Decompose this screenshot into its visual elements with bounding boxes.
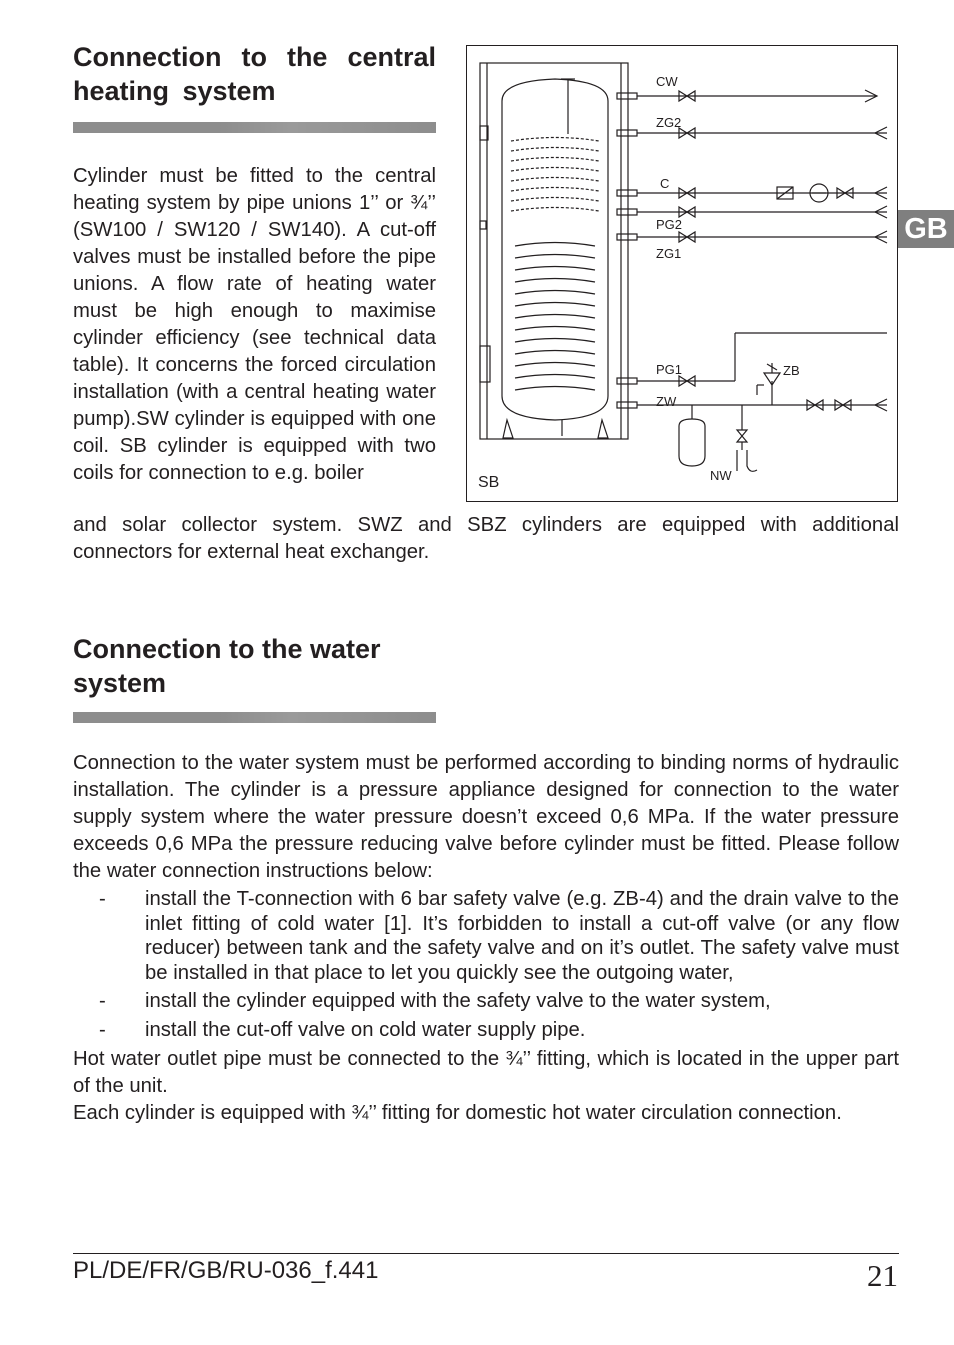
list-item xyxy=(73,887,899,985)
label-zg1: ZG1 xyxy=(656,246,682,261)
lower-coil xyxy=(515,243,595,391)
water-section-body xyxy=(73,750,899,1127)
list-item-text: install the cylinder equipped with the safety valve to the water system, xyxy=(145,990,771,1012)
list-item xyxy=(73,1018,899,1043)
heading-underline-bar xyxy=(73,122,436,133)
document-code: PL/DE/FR/GB/RU-036_f.441 xyxy=(73,1257,379,1284)
label-pg1: PG1 xyxy=(656,362,683,377)
page-number: 21 xyxy=(867,1258,898,1293)
label-c: C xyxy=(660,176,670,191)
upper-coil xyxy=(511,138,599,212)
section-heading-water: Connection to the water system xyxy=(73,634,381,698)
list-item-text: install the cut-off valve on cold water supply pipe. xyxy=(145,1018,586,1041)
heating-paragraph-continued: and solar collector system. SWZ and SBZ cylinders are equipped with additional xyxy=(73,514,899,536)
instruction-list xyxy=(73,887,899,1042)
cylinder-connection-diagram xyxy=(466,45,898,502)
bullet-dash: - xyxy=(99,888,106,910)
heating-paragraph-continued-end: connectors for external heat exchanger. xyxy=(73,541,430,563)
language-tab-gb: GB xyxy=(898,210,954,248)
water-intro-paragraph: Connection to the water system must be performed according to binding norms of hydraulic installation. The cylinder is a pressure appliance designed for connection to the water supply system where the water pressure doesn’t exceed 0,6 MPa. If the water pressure exceeds 0,6 MPa the pressure reducing valve before cylinder must be fitted. Please follow the water connection instructions below: xyxy=(73,752,899,882)
bullet-dash: - xyxy=(99,990,106,1012)
label-zb: ZB xyxy=(783,363,800,378)
footer-divider xyxy=(73,1253,899,1254)
label-nw: NW xyxy=(710,468,732,483)
label-pg2: PG2 xyxy=(656,217,683,232)
list-item-text: install the T-connection with 6 bar safety valve (e.g. ZB-4) and the drain valve to the inlet fitting of cold water [1]. It’s forbidden to install a cut-off valve (or any flow reducer) between tank and the safety valve and on it’s outlet. The safety valve must be installed in that place to let you quickly see the outgoing water, xyxy=(145,888,899,984)
tank-body xyxy=(502,79,608,420)
diagram-svg xyxy=(467,46,899,503)
heading-underline-bar xyxy=(73,712,436,723)
bullet-dash: - xyxy=(99,1018,106,1041)
list-item xyxy=(73,989,899,1014)
water-outro-paragraph-2: Each cylinder is equipped with ¾’’ fitting for domestic hot water circulation connection. xyxy=(73,1102,842,1124)
heating-paragraph: Cylinder must be fitted to the central heating system by pipe unions 1’’ or ¾’’ (SW100 / SW120 / SW140). A cut-off valves must be installed before the pipe unions. A flow rate of heating water must be high enough to maximise cylinder efficiency (see technical data table). It concerns the forced circulation installation (with a central heating water pump).SW cylinder is equipped with one coil. SB cylinder is equipped with two coils for connection to e.g. boiler xyxy=(73,165,436,484)
label-sb: SB xyxy=(478,474,500,491)
section-heading-heating: Connection to the central heating system xyxy=(73,42,436,106)
label-zw: ZW xyxy=(656,394,677,409)
water-outro-paragraph: Hot water outlet pipe must be connected to the ¾’’ fitting, which is located in the upper part of the unit. xyxy=(73,1048,899,1097)
label-zg2: ZG2 xyxy=(656,115,682,130)
label-cw: CW xyxy=(656,74,678,89)
